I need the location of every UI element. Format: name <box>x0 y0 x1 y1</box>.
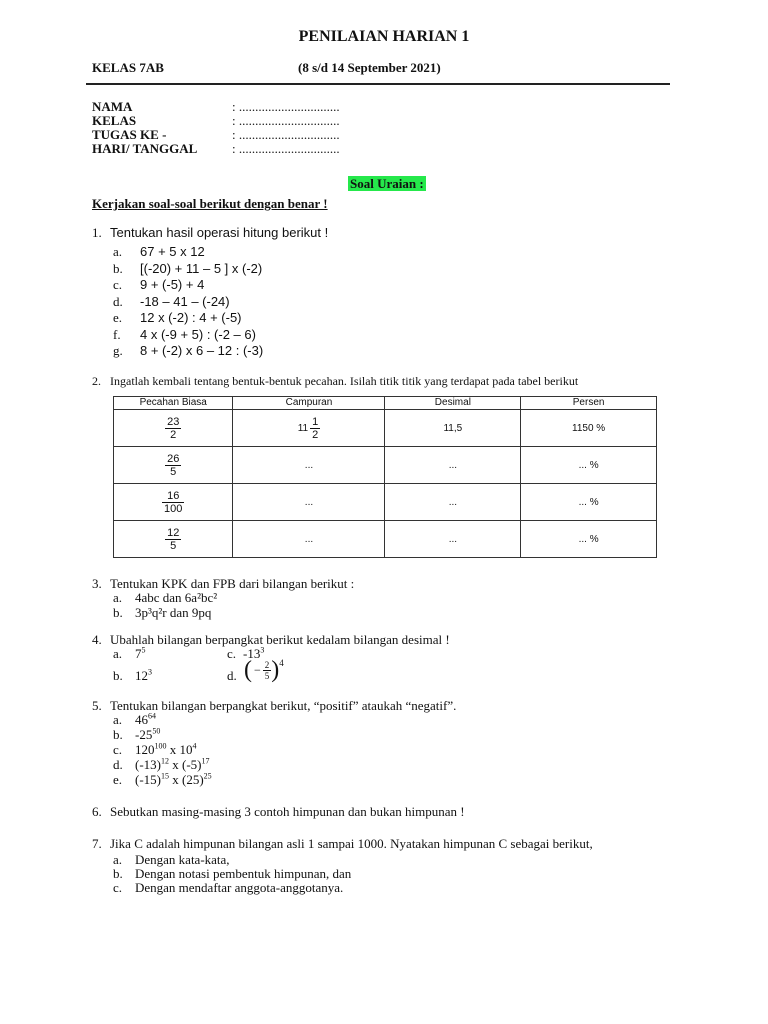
base: 7 <box>135 646 142 661</box>
base: 12 <box>135 668 148 683</box>
field-value-kelas[interactable]: : ............................... <box>232 113 340 128</box>
q3-option-b-letter: b. <box>113 605 123 620</box>
table-row <box>114 521 657 558</box>
exponent: 5 <box>141 645 146 655</box>
col-header-desimal: Desimal <box>385 397 521 410</box>
q5-option-c <box>135 742 197 758</box>
exponent: 4 <box>279 658 284 668</box>
base: 46 <box>135 712 148 727</box>
base: 10 <box>179 742 193 757</box>
q3-option-a: 4abc dan 6a²bc² <box>135 590 218 605</box>
exponent: 12 <box>161 756 169 766</box>
field-value-hari[interactable]: : ............................... <box>232 141 340 156</box>
denominator: 100 <box>164 502 183 515</box>
q1-option-e: 12 x (-2) : 4 + (-5) <box>140 310 242 325</box>
numerator: 12 <box>167 526 180 539</box>
q7-option-b-letter: b. <box>113 866 123 881</box>
base: -13 <box>243 646 261 661</box>
denominator: 2 <box>165 428 181 441</box>
exponent: 3 <box>148 667 152 677</box>
q7-option-c: Dengan mendaftar anggota-anggotanya. <box>135 880 344 895</box>
table-row <box>114 410 657 447</box>
fraction <box>162 490 184 515</box>
q1-option-b-letter: b. <box>113 260 123 276</box>
fraction <box>165 416 181 441</box>
q5-option-c-letter: c. <box>113 742 123 757</box>
q1-option-g-letter: g. <box>113 343 123 358</box>
fraction <box>165 453 181 478</box>
operator: x <box>169 757 182 772</box>
q2-text: Ingatlah kembali tentang bentuk-bentuk pecahan. Isilah titik titik yang terdapat pada tabel berikut <box>110 374 579 388</box>
class-label: KELAS 7AB <box>92 60 164 75</box>
q5-option-a-letter: a. <box>113 712 123 727</box>
q2-number: 2. <box>92 374 101 388</box>
q5-option-b <box>135 727 160 743</box>
base: -25 <box>135 727 153 742</box>
field-value-tugas[interactable]: : ............................... <box>232 127 340 142</box>
q1-option-g: 8 + (-2) x 6 – 12 : (-3) <box>140 343 264 358</box>
q1-option-f-letter: f. <box>113 326 121 342</box>
fraction <box>263 660 272 681</box>
q7-option-c-letter: c. <box>113 880 123 895</box>
q5-option-d <box>135 757 210 773</box>
q3-option-b: 3p³q²r dan 9pq <box>135 605 212 620</box>
table-row <box>114 484 657 521</box>
q5-text: Tentukan bilangan berpangkat berikut, “positif” ataukah “negatif”. <box>110 698 457 713</box>
page-title: PENILAIAN HARIAN 1 <box>298 28 470 45</box>
col-header-campuran: Campuran <box>233 397 385 410</box>
section-heading <box>348 175 426 193</box>
exponent: 100 <box>154 741 167 751</box>
q4-option-a-letter: a. <box>113 646 123 661</box>
q1-option-e-letter: e. <box>113 310 123 325</box>
base: (-15) <box>135 772 161 787</box>
q4-option-c-letter: c. <box>227 646 237 661</box>
denominator: 5 <box>165 539 181 552</box>
numerator: 1 <box>312 415 319 428</box>
cell-biasa <box>114 484 233 521</box>
base: (25) <box>182 772 204 787</box>
q4-option-b-letter: b. <box>113 668 123 683</box>
cell-desimal[interactable]: ... <box>385 484 521 521</box>
cell-campuran[interactable]: ... <box>233 521 385 558</box>
operator: x <box>169 772 182 787</box>
exponent: 15 <box>161 771 169 781</box>
base: (-13) <box>135 757 161 772</box>
q7-text: Jika C adalah himpunan bilangan asli 1 sampai 1000. Nyatakan himpunan C sebagai berikut, <box>110 836 593 851</box>
q5-option-e-letter: e. <box>113 772 123 787</box>
cell-persen[interactable]: ... % <box>521 521 657 558</box>
cell-biasa <box>114 447 233 484</box>
header-rule <box>86 83 670 85</box>
cell-campuran[interactable]: ... <box>233 447 385 484</box>
q7-option-a: Dengan kata-kata, <box>135 852 230 867</box>
cell-desimal[interactable]: ... <box>385 447 521 484</box>
q6-number: 6. <box>92 804 102 819</box>
q1-text: Tentukan hasil operasi hitung berikut ! <box>110 225 329 240</box>
base: (-5) <box>182 757 202 772</box>
field-label-hari: HARI/ TANGGAL <box>92 141 198 156</box>
exponent: 17 <box>201 756 210 766</box>
close-paren: ) <box>271 657 280 683</box>
q1-option-c-letter: c. <box>113 277 123 292</box>
cell-campuran <box>233 410 385 447</box>
exponent: 4 <box>192 741 197 751</box>
q5-option-e <box>135 772 212 788</box>
numerator: 2 <box>264 659 270 670</box>
q7-option-a-letter: a. <box>113 852 123 867</box>
q4-option-d <box>244 658 284 682</box>
q5-option-d-letter: d. <box>113 757 123 772</box>
q5-option-a <box>135 712 156 728</box>
q1-option-c: 9 + (-5) + 4 <box>140 277 205 292</box>
field-label-kelas: KELAS <box>92 113 137 128</box>
cell-desimal: 11,5 <box>385 410 521 447</box>
exponent: 3 <box>260 645 265 655</box>
denominator: 5 <box>165 465 181 478</box>
q7-number: 7. <box>92 836 102 851</box>
q1-option-b: [(-20) + 11 – 5 ] x (-2) <box>140 260 263 276</box>
exponent: 50 <box>152 726 161 736</box>
col-header-biasa: Pecahan Biasa <box>114 397 233 410</box>
q1-number: 1. <box>92 225 102 240</box>
fraction <box>165 527 181 552</box>
q4-option-a <box>135 646 146 662</box>
denominator: 2 <box>312 428 319 441</box>
col-header-persen: Persen <box>521 397 657 410</box>
denominator: 5 <box>264 670 270 681</box>
q1-option-d: -18 – 41 – (-24) <box>140 293 230 309</box>
cell-biasa <box>114 410 233 447</box>
q1-option-a: 67 + 5 x 12 <box>140 244 205 259</box>
q3-text: Tentukan KPK dan FPB dari bilangan berikut : <box>110 576 355 591</box>
operator: x <box>166 742 180 757</box>
section-heading-text: Soal Uraian : <box>350 176 424 191</box>
q1-option-a-letter: a. <box>113 244 123 259</box>
base: 120 <box>135 742 155 757</box>
q1-option-d-letter: d. <box>113 293 123 309</box>
q7-option-b: Dengan notasi pembentuk himpunan, dan <box>135 866 352 881</box>
cell-persen[interactable]: ... % <box>521 447 657 484</box>
q3-option-a-letter: a. <box>113 590 123 605</box>
minus-sign: − <box>254 662 261 677</box>
instruction: Kerjakan soal-soal berikut dengan benar ! <box>92 196 328 211</box>
fraction-table <box>113 396 657 558</box>
q6-text: Sebutkan masing-masing 3 contoh himpunan dan bukan himpunan ! <box>110 804 465 819</box>
numerator: 26 <box>167 452 180 465</box>
q5-option-b-letter: b. <box>113 727 123 742</box>
q4-number: 4. <box>92 632 102 647</box>
cell-campuran[interactable]: ... <box>233 484 385 521</box>
mixed-whole: 11 <box>297 422 309 434</box>
numerator: 23 <box>167 415 180 428</box>
mixed-number <box>298 416 321 441</box>
cell-desimal[interactable]: ... <box>385 521 521 558</box>
field-value-nama[interactable]: : ............................... <box>232 99 340 114</box>
q4-option-b <box>135 668 152 684</box>
table-row <box>114 447 657 484</box>
exponent: 64 <box>148 711 156 721</box>
q1-option-f: 4 x (-9 + 5) : (-2 – 6) <box>140 326 256 342</box>
cell-persen[interactable]: ... % <box>521 484 657 521</box>
cell-biasa <box>114 521 233 558</box>
numerator: 16 <box>167 489 180 502</box>
q4-option-d-letter: d. <box>227 668 237 683</box>
open-paren: ( <box>244 657 252 683</box>
field-label-tugas: TUGAS KE - <box>92 127 167 142</box>
field-label-nama: NAMA <box>92 99 133 114</box>
q4-text: Ubahlah bilangan berpangkat berikut kedalam bilangan desimal ! <box>110 632 450 647</box>
date-range: (8 s/d 14 September 2021) <box>298 60 441 75</box>
cell-persen: 1150 % <box>521 410 657 447</box>
q5-number: 5. <box>92 698 102 713</box>
exponent: 25 <box>203 771 212 781</box>
q3-number: 3. <box>92 576 102 591</box>
